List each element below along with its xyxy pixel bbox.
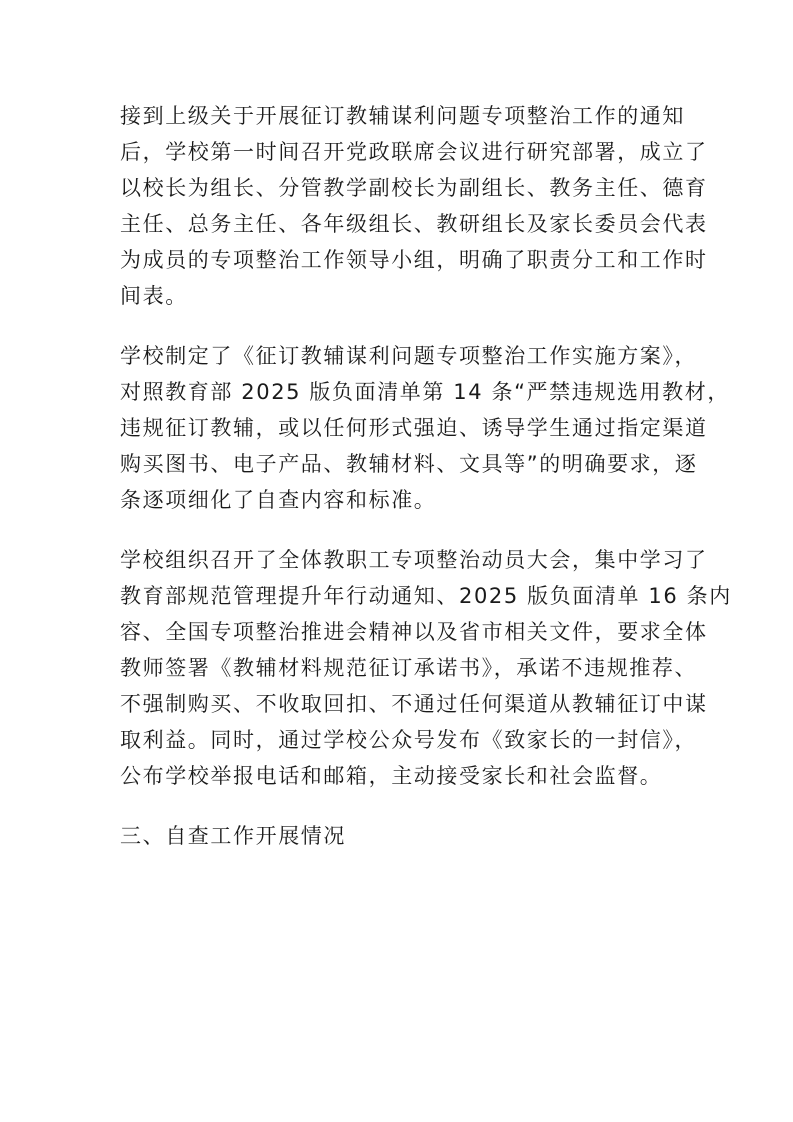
text-line: 接到上级关于开展征订教辅谋利问题专项整治工作的通知 [120, 104, 685, 128]
text-line: 为成员的专项整治工作领导小组，明确了职责分工和工作时 [120, 248, 708, 272]
text-line: 对照教育部 2025 版负面清单第 14 条“严禁违规选用教材， [120, 380, 730, 404]
text-line: 不强制购买、不收取回扣、不通过任何渠道从教辅征订中谋 [120, 692, 708, 716]
document-body [120, 98, 732, 854]
text-line: 学校组织召开了全体教职工专项整治动员大会，集中学习了 [120, 548, 708, 572]
text-line: 教师签署《教辅材料规范征订承诺书》，承诺不违规推荐、 [120, 656, 698, 680]
text-line: 购买图书、电子产品、教辅材料、文具等”的明确要求，逐 [120, 452, 698, 476]
text-line: 主任、总务主任、各年级组长、教研组长及家长委员会代表 [120, 212, 708, 236]
paragraph-1 [120, 98, 708, 314]
text-line: 违规征订教辅，或以任何形式强迫、诱导学生通过指定渠道 [120, 416, 708, 440]
text-line: 条逐项细化了自查内容和标准。 [120, 488, 437, 512]
section-heading: 三、自查工作开展情况 [120, 824, 346, 848]
text-line: 取利益。同时，通过学校公众号发布《致家长的一封信》， [120, 728, 698, 752]
text-line: 容、全国专项整治推进会精神以及省市相关文件，要求全体 [120, 620, 708, 644]
text-line: 公布学校举报电话和邮箱，主动接受家长和社会监督。 [120, 764, 663, 788]
text-line: 以校长为组长、分管教学副校长为副组长、教务主任、德育 [120, 176, 708, 200]
text-line: 学校制定了《征订教辅谋利问题专项整治工作实施方案》， [120, 344, 698, 368]
paragraph-2 [120, 338, 730, 518]
text-line: 间表。 [120, 284, 188, 308]
text-line: 后，学校第一时间召开党政联席会议进行研究部署，成立了 [120, 140, 708, 164]
text-line: 教育部规范管理提升年行动通知、2025 版负面清单 16 条内 [120, 584, 732, 608]
paragraph-3 [120, 542, 732, 794]
